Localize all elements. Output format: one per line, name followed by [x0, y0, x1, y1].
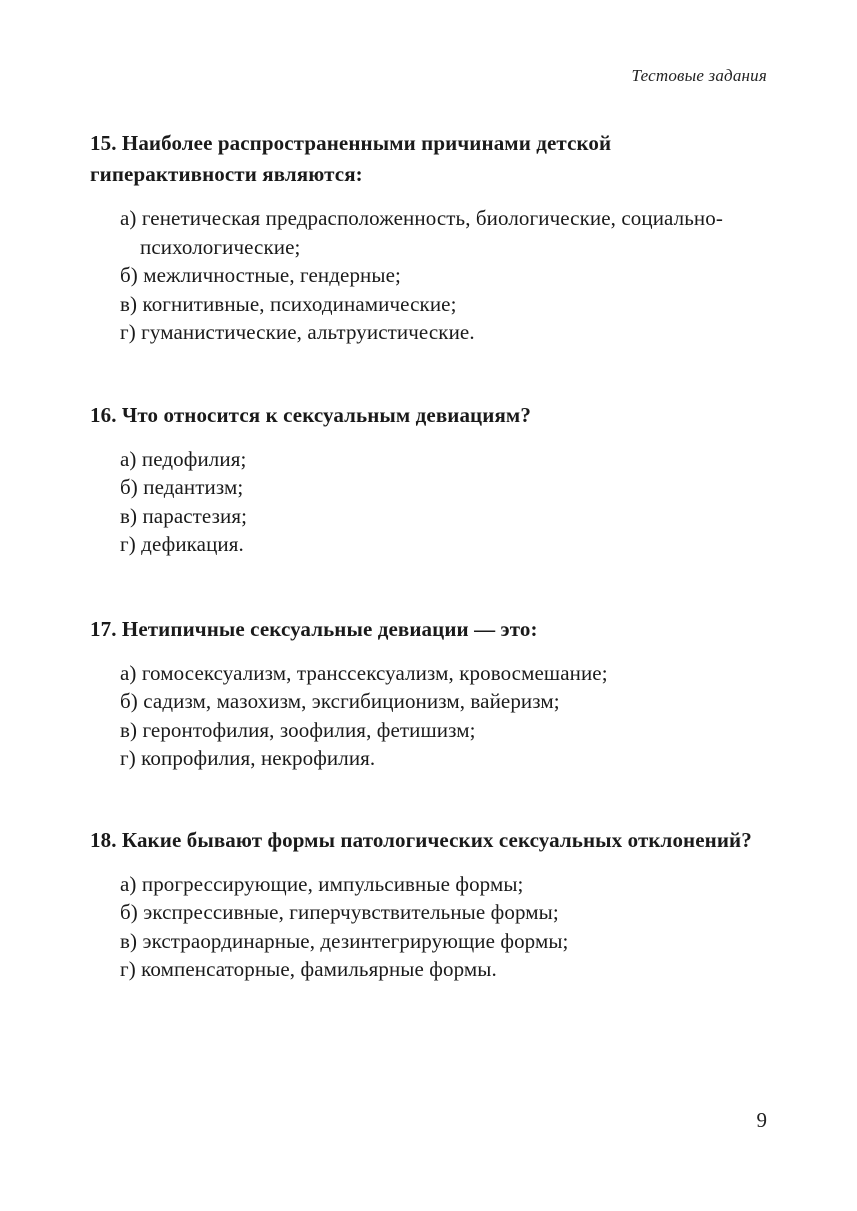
answer-options [90, 204, 770, 347]
test-questions [90, 128, 770, 984]
answer-option: г) копрофилия, некрофилия. [120, 746, 376, 770]
answer-option: б) межличностные, гендерные; [120, 263, 401, 287]
answer-option: в) парастезия; [120, 503, 248, 528]
answer-option: г) дефикация. [120, 532, 244, 556]
answer-option: г) компенсаторные, фамильярные формы. [120, 957, 497, 981]
question-title: 15. Наиболее распространенными причинами детской гиперактивности являются: [90, 131, 612, 186]
answer-option: г) гуманистические, альтруистические. [120, 320, 475, 344]
answer-option: в) когнитивные, психодинамические; [120, 291, 457, 316]
page-number: 9 [756, 1108, 767, 1132]
question-17 [90, 614, 770, 773]
answer-option: а) генетическая предрасположенность, биологические, социально-психологические; [120, 206, 723, 259]
question-18 [90, 825, 770, 984]
answer-option: а) гомосексуализм, транссексуализм, кровосмешание; [120, 660, 608, 685]
answer-option: б) садизм, мазохизм, эксгибиционизм, вайеризм; [120, 689, 560, 713]
running-header: Тестовые задания [631, 66, 767, 85]
answer-options [90, 870, 770, 984]
answer-options [90, 659, 770, 773]
answer-options [90, 445, 770, 559]
answer-option: а) прогрессирующие, импульсивные формы; [120, 871, 524, 896]
answer-option: в) экстраординарные, дезинтегрирующие формы; [120, 928, 569, 953]
answer-option: б) экспрессивные, гиперчувствительные формы; [120, 900, 559, 924]
question-15 [90, 128, 770, 347]
question-title: 16. Что относится к сексуальным девиациям? [90, 402, 531, 427]
question-16 [90, 400, 770, 559]
answer-option: б) педантизм; [120, 475, 244, 499]
answer-option: в) геронтофилия, зоофилия, фетишизм; [120, 717, 476, 742]
question-title: 17. Нетипичные сексуальные девиации — это: [90, 616, 538, 641]
question-title: 18. Какие бывают формы патологических сексуальных отклонений? [90, 827, 752, 852]
answer-option: а) педофилия; [120, 446, 247, 471]
